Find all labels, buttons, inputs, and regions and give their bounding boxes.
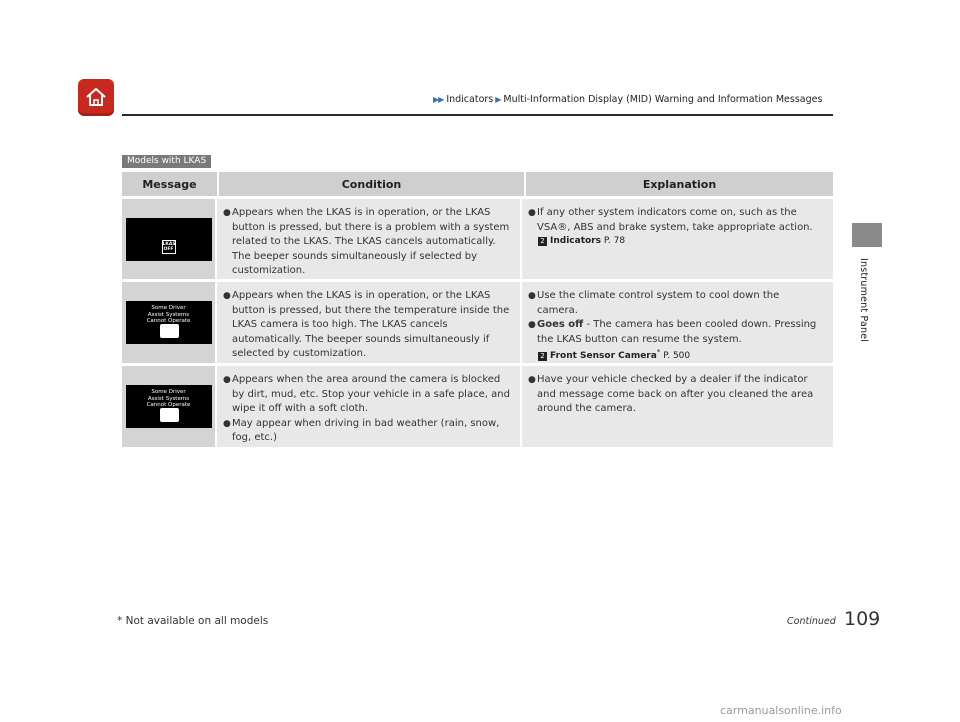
reference-arrow-icon: 2 [538,237,547,246]
list-item [223,289,512,362]
section-label: Instrument Panel [858,258,869,343]
page-reference[interactable] [528,348,823,361]
explanation-text: - The camera has been cooled down. Pressing the LKAS button can resume the system. [537,319,817,345]
footnote: * Not available on all models [117,615,269,627]
condition-cell [217,199,522,279]
reference-page: P. 78 [603,236,626,246]
lkas-off-icon: LKAS OFF [162,241,176,252]
mid-screen-image [126,385,212,428]
chevron-icon: ▶ [495,95,502,104]
condition-text: May appear when driving in bad weather (rain, snow, fog, etc.) [232,417,500,443]
bullet-icon: ● [528,320,536,330]
breadcrumb-item-mid-messages[interactable]: Multi-Information Display (MID) Warning and Information Messages [503,94,823,105]
screen-message-text: Some Driver Assist Systems Cannot Operate [146,305,191,324]
reference-page: P. 500 [663,351,691,361]
message-cell [122,282,217,363]
reference-title[interactable]: Indicators [550,236,601,246]
list-item [223,417,512,446]
mid-screen-image [126,218,212,261]
list-item [223,206,512,279]
message-cell [122,199,217,279]
table-row [122,199,833,279]
explanation-cell [522,366,829,447]
list-item [528,289,823,318]
page-number: 109 [844,608,881,630]
list-item [528,373,823,417]
breadcrumb [433,94,822,105]
chevron-double-icon: ▶▶ [433,95,444,104]
header-condition: Condition [219,172,526,196]
bullet-icon: ● [223,418,231,429]
bullet-icon: ● [223,375,231,385]
list-item [528,206,823,235]
explanation-text: If any other system indicators come on, such as the VSA®, ABS and brake system, take appropriate action. [537,207,813,233]
table-header [122,172,833,196]
camera-blocked-icon [160,408,179,422]
bullet-icon: ● [528,375,536,385]
home-icon [84,85,108,109]
footnote-star: * [656,348,661,356]
section-tab[interactable] [852,223,882,247]
screen-message-text: Some Driver Assist Systems Cannot Operate [146,389,191,408]
warning-messages-table [122,172,833,447]
table-row [122,366,833,447]
models-tag: Models with LKAS [122,155,211,168]
explanation-bold: Goes off [537,319,584,330]
list-item [223,373,512,417]
bullet-icon: ● [528,208,536,218]
explanation-text: Have your vehicle checked by a dealer if the indicator and message come back on after you cleaned the area around the camera. [537,374,814,414]
message-cell [122,366,217,447]
condition-cell [217,366,522,447]
continued-label: Continued [787,616,836,627]
table-row [122,282,833,363]
bullet-icon: ● [223,291,231,301]
camera-hot-icon [160,324,179,338]
condition-text: Appears when the LKAS is in operation, or the LKAS button is pressed, but there is a problem with a system related to the LKAS. The LKAS cancels automatically. The beeper sounds simultaneously if selected by customization. [232,207,510,276]
explanation-cell [522,199,829,279]
bullet-icon: ● [528,291,536,301]
bullet-icon: ● [223,208,231,218]
home-button[interactable] [78,79,114,116]
explanation-cell [522,282,829,363]
mid-screen-image [126,301,212,344]
condition-cell [217,282,522,363]
header-explanation: Explanation [642,177,717,191]
watermark: carmanualsonline.info [720,704,842,717]
condition-text: Appears when the area around the camera is blocked by dirt, mud, etc. Stop your vehicle in a safe place, and wipe it off with a soft cloth. [232,374,510,414]
breadcrumb-item-indicators[interactable]: Indicators [446,94,494,105]
condition-text: Appears when the LKAS is in operation, or the LKAS button is pressed, but there the temperature inside the LKAS camera is too high. The LKAS cancels automatically. The beeper sounds simultaneously if selected by customization. [232,290,510,359]
reference-title[interactable]: Front Sensor Camera [550,351,657,361]
list-item [528,318,823,347]
header-message: Message [122,172,219,196]
header-divider [122,114,833,116]
explanation-text: Use the climate control system to cool down the camera. [537,290,780,316]
reference-arrow-icon: 2 [538,352,547,361]
page-reference[interactable] [528,236,823,246]
